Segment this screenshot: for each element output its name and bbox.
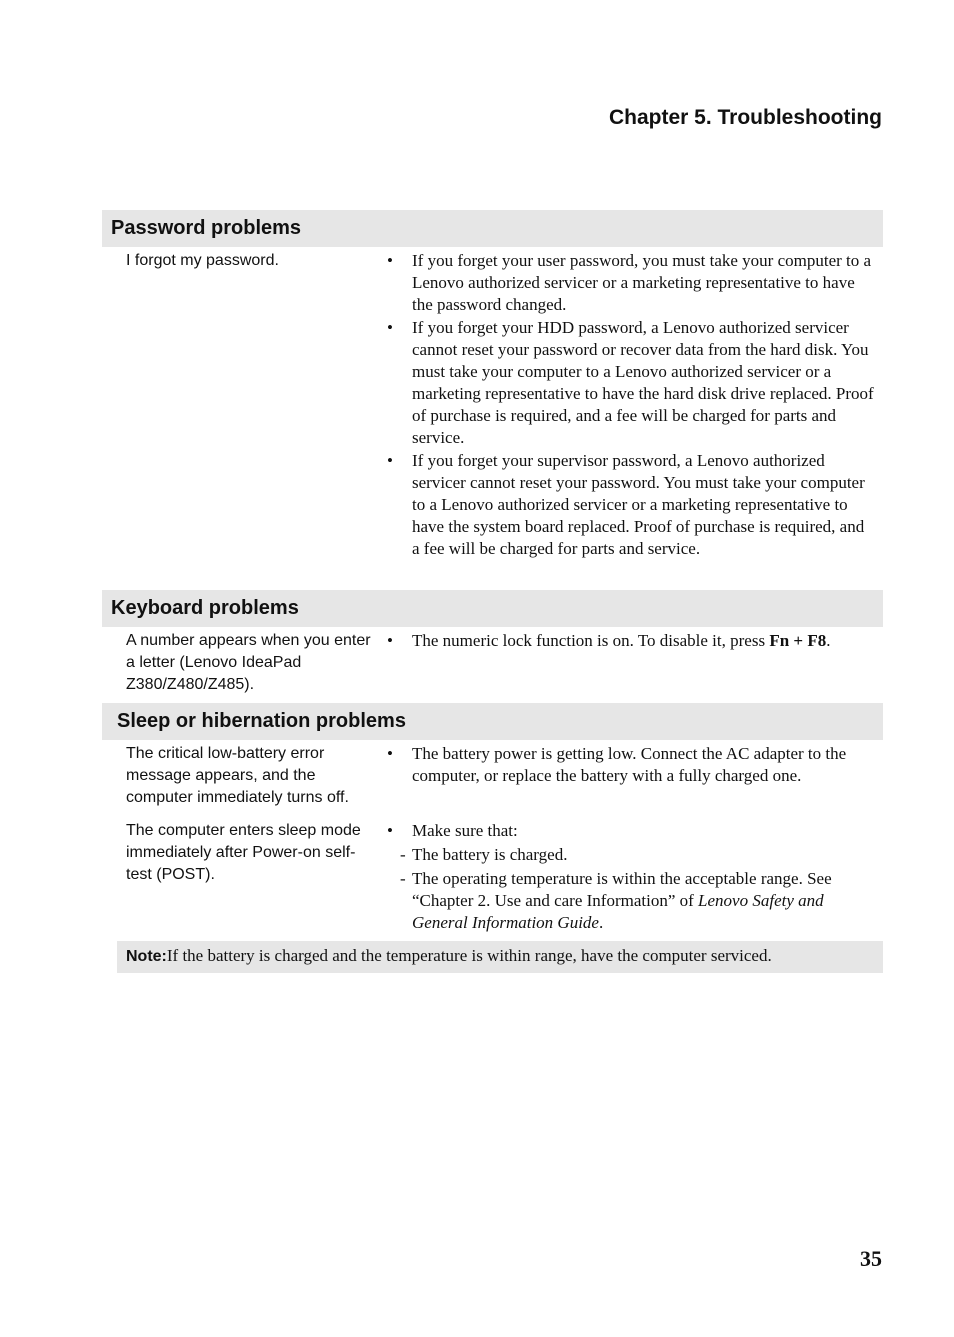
section-heading-sleep: Sleep or hibernation problems (102, 703, 883, 740)
solution-text: Make sure that: (412, 821, 518, 840)
page-number: 35 (860, 1246, 882, 1271)
solution-list (384, 820, 874, 842)
solution-text: The numeric lock function is on. To disable it, press (412, 631, 770, 650)
list-item (384, 630, 874, 652)
section-heading-password: Password problems (102, 210, 883, 247)
problem-label: The computer enters sleep mode immediately after Power-on self-test (POST). (126, 822, 361, 883)
problem-label: The critical low-battery error message appears, and the computer immediately turns off. (126, 745, 349, 806)
guide-title: Lenovo Safety and General Information Guide (412, 891, 824, 932)
note-text: If the battery is charged and the temperature is within range, have the computer serviced. (166, 946, 772, 965)
list-item: • The battery power is getting low. Connect the AC adapter to the computer, or replace the battery with a fully charged one. (384, 743, 874, 787)
list-item (400, 868, 874, 934)
solution-list (384, 743, 874, 787)
list-item: • If you forget your user password, you must take your computer to a Lenovo authorized servicer or a marketing representative to have the password changed. (384, 250, 874, 316)
solution-text-end: . (826, 631, 831, 650)
sub-item-text: The operating temperature is within the acceptable range. See “Chapter 2. Use and care Information” of (412, 869, 832, 910)
solution-cell (384, 630, 874, 653)
key-combination: Fn + F8 (769, 631, 827, 650)
list-item (384, 820, 874, 842)
note-box (117, 941, 883, 973)
sub-list (400, 844, 874, 934)
note-label: Note: (126, 948, 167, 965)
section-heading-keyboard: Keyboard problems (102, 590, 883, 627)
chapter-title: Chapter 5. Troubleshooting (608, 106, 882, 129)
solution-cell (384, 743, 874, 788)
list-item: • If you forget your HDD password, a Lenovo authorized servicer cannot reset your password or recover data from the hard disk. You must take your computer to a Lenovo authorized servicer or a marketing representative to have the hard disk drive replaced. Proof of purchase is required, and a fee will be charged for parts and service. (384, 317, 874, 449)
solution-cell (384, 250, 874, 561)
list-item: • If you forget your supervisor password, a Lenovo authorized servicer cannot reset your password. You must take your computer to a Lenovo authorized servicer or a marketing representative to have the system board replaced. Proof of purchase is required, and a fee will be charged for parts and service. (384, 450, 874, 560)
problem-label: A number appears when you enter a letter (Lenovo IdeaPad Z380/Z480/Z485). (126, 632, 371, 693)
solution-list (384, 250, 874, 560)
problem-label: I forgot my password. (126, 252, 279, 269)
sub-item-end: . (598, 913, 604, 932)
solution-cell (384, 820, 874, 934)
solution-list (384, 630, 874, 652)
list-item: - The battery is charged. (400, 844, 874, 866)
